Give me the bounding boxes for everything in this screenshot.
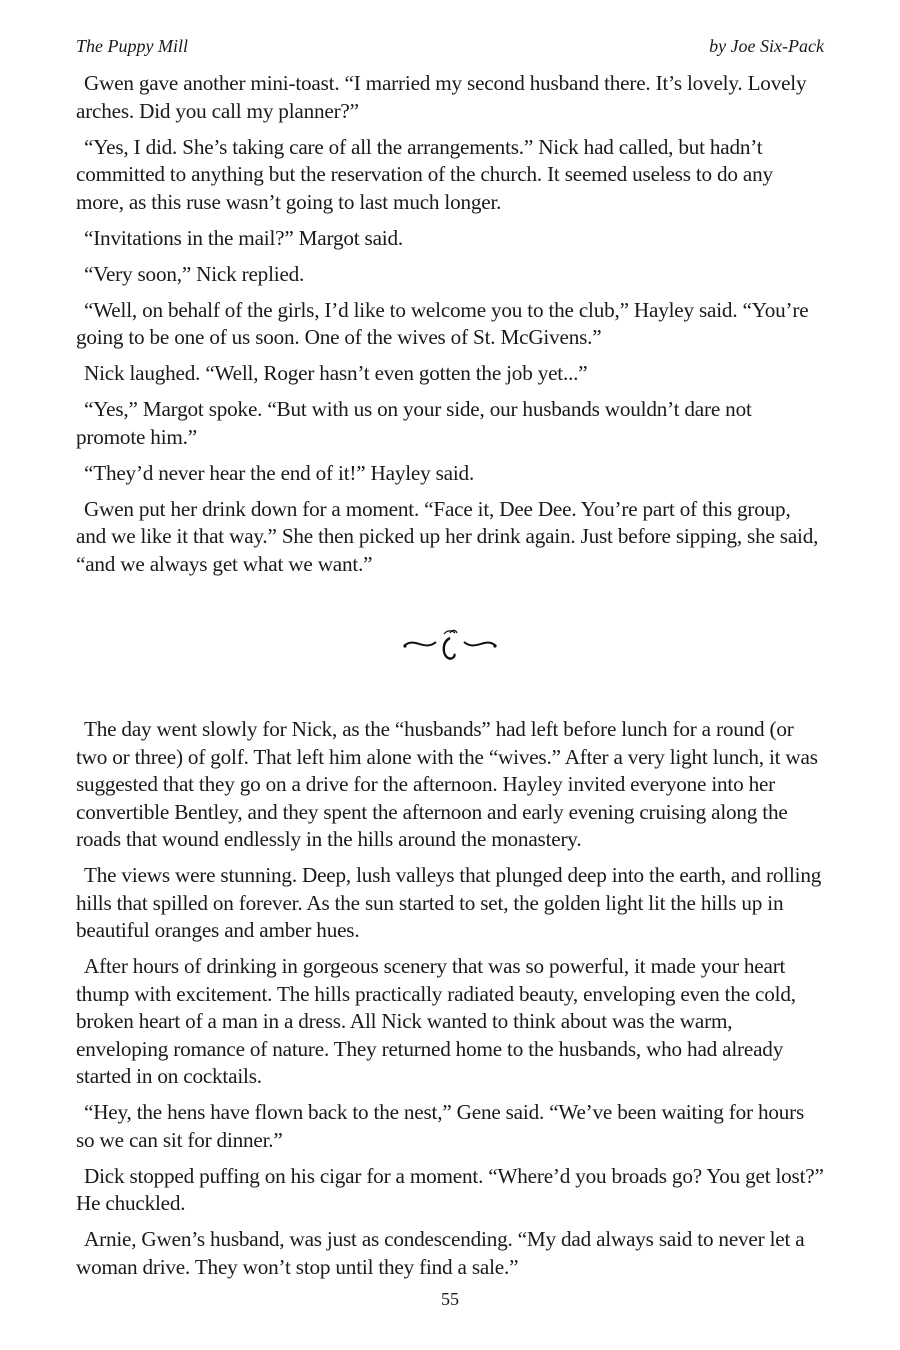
author-name: by Joe Six-Pack: [709, 36, 824, 56]
paragraph: Dick stopped puffing on his cigar for a moment. “Where’d you broads go? You get lost?” He chuckled.: [76, 1163, 824, 1215]
paragraph: “Very soon,” Nick replied.: [84, 261, 305, 286]
paragraph: Arnie, Gwen’s husband, was just as condescending. “My dad always said to never let a woman drive. They won’t stop until they find a sale.”: [76, 1227, 805, 1279]
paragraph: “Hey, the hens have flown back to the nest,” Gene said. “We’ve been waiting for hours so we can sit for dinner.”: [76, 1100, 805, 1152]
paragraph: The views were stunning. Deep, lush valleys that plunged deep into the earth, and rolling hills that spilled on forever. As the sun started to set, the golden light lit the hills up in beautiful oranges and amber hues.: [76, 863, 822, 942]
paragraph: Gwen put her drink down for a moment. “Face it, Dee Dee. You’re part of this group, and we like it that way.” She then picked up her drink again. Just before sipping, she said, “and we always get what we want.”: [76, 496, 819, 576]
section-break: [76, 616, 824, 686]
book-title: The Puppy Mill: [76, 36, 188, 56]
paragraph: The day went slowly for Nick, as the “husbands” had left before lunch for a round (or two or three) of golf. That left him alone with the “wives.” After a very light lunch, it was suggested that they go on a drive for the afternoon. Hayley invited everyone into her convertible Bentley, and they spent the afternoon and early evening cruising along the roads that wound endlessly in the hills around the monastery.: [76, 717, 818, 851]
paragraph: “Well, on behalf of the girls, I’d like to welcome you to the club,” Hayley said. “You’re going to be one of us soon. One of the wives of St. McGivens.”: [76, 297, 809, 349]
section-break-flourish-icon: [400, 624, 500, 664]
paragraph: After hours of drinking in gorgeous scenery that was so powerful, it made your heart thump with excitement. The hills practically radiated beauty, enveloping even the cold, broken heart of a man in a dress. All Nick wanted to think about was the warm, enveloping romance of nature. They returned home to the husbands, who had already started in on cocktails.: [76, 954, 796, 1088]
page-body: [76, 70, 824, 1290]
paragraph: “Invitations in the mail?” Margot said.: [84, 225, 403, 250]
paragraph: “They’d never hear the end of it!” Hayley said.: [84, 460, 475, 485]
paragraph: Gwen gave another mini-toast. “I married my second husband there. It’s lovely. Lovely arches. Did you call my planner?”: [76, 71, 807, 123]
paragraph: “Yes, I did. She’s taking care of all the arrangements.” Nick had called, but hadn’t committed to anything but the reservation of the church. It seemed useless to do any more, as this ruse wasn’t going to last much longer.: [76, 134, 773, 214]
running-header: [76, 36, 824, 60]
page-number: 55: [441, 1289, 459, 1309]
paragraph: “Yes,” Margot spoke. “But with us on your side, our husbands wouldn’t dare not promote him.”: [76, 397, 752, 449]
paragraph: Nick laughed. “Well, Roger hasn’t even gotten the job yet...”: [84, 361, 588, 385]
